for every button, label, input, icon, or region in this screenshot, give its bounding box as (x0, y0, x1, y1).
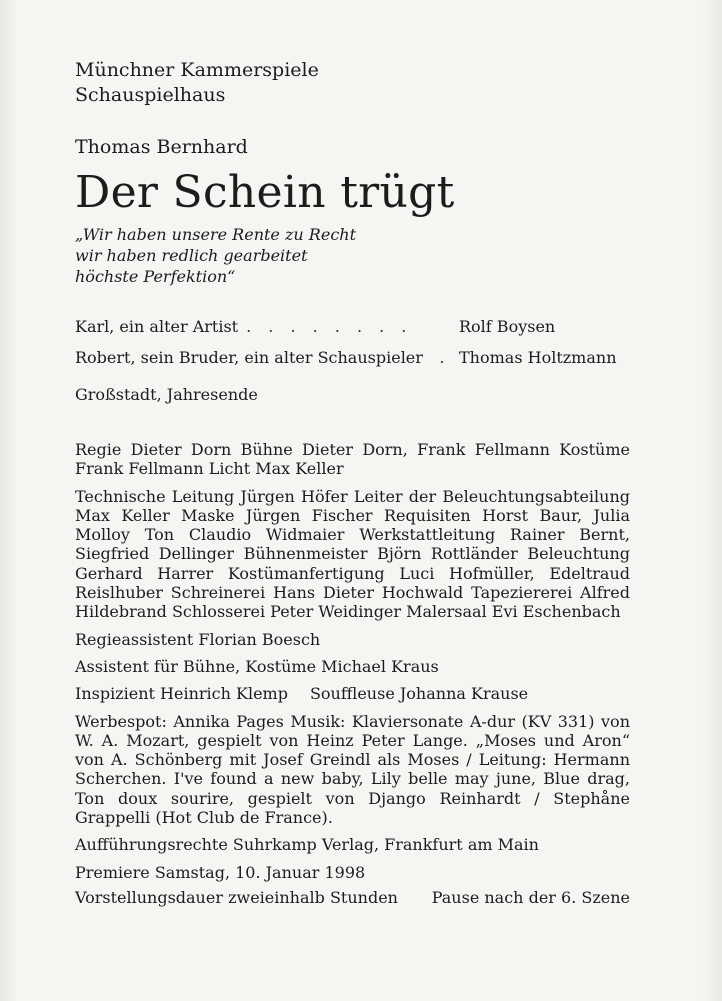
credits-intermission: Pause nach der 6. Szene (431, 887, 630, 907)
cast-list (75, 317, 630, 379)
credits-production: Regie Dieter Dorn Bühne Dieter Dorn, Frank Fellmann Kostüme Frank Fellmann Licht Max Keller (75, 440, 630, 479)
epigraph-line: wir haben redlich gearbeitet (75, 246, 308, 265)
credits (75, 440, 630, 907)
credits-technical: Technische Leitung Jürgen Höfer Leiter der Beleuchtungsabteilung Max Keller Maske Jürgen Fischer Requisiten Horst Baur, Julia Molloy Ton Claudio Widmaier Werkstattleitung Rainer Bernt, Siegfried Dellinger Bühnenmeister Björn Rottländer Beleuchtung Gerhard Harrer Kostümanfertigung Luci Hofmüller, Edeltraud Reislhuber Schreinerei Hans Dieter Hochwald Tapeziererei Alfred Hildebrand Schlosserei Peter Weidinger Malersaal Evi Eschenbach (75, 486, 630, 622)
venue-name: Münchner Kammerspiele (75, 59, 319, 81)
credits-stage-manager: Inspizient Heinrich Klemp (75, 684, 288, 704)
credits-stage-team (75, 684, 630, 703)
cast-row (75, 348, 630, 379)
cast-actor: Rolf Boysen (459, 317, 556, 336)
venue-house: Schauspielhaus (75, 84, 226, 106)
cast-leader-dots: . (439, 348, 451, 367)
setting: Großstadt, Jahresende (75, 385, 258, 404)
cast-leader-dots: . . . . . . . . (246, 317, 413, 336)
credits-assistant-stage: Assistent für Bühne, Kostüme Michael Kraus (75, 656, 439, 676)
epigraph-line: „Wir haben unsere Rente zu Recht (75, 225, 357, 244)
credits-assistant-director: Regieassistent Florian Boesch (75, 629, 321, 649)
cast-role: Karl, ein alter Artist (75, 317, 239, 336)
cast-actor: Thomas Holtzmann (459, 348, 617, 367)
credits-duration-row (75, 888, 630, 907)
epigraph-line: höchste Perfektion“ (75, 267, 236, 286)
cast-role: Robert, sein Bruder, ein alter Schauspieler (75, 348, 423, 367)
program-content (75, 58, 630, 915)
author: Thomas Bernhard (75, 136, 248, 158)
play-title: Der Schein trügt (75, 167, 455, 218)
credits-premiere: Premiere Samstag, 10. Januar 1998 (75, 862, 366, 882)
credits-rights: Aufführungsrechte Suhrkamp Verlag, Frankfurt am Main (75, 835, 539, 855)
credits-music: Werbespot: Annika Pages Musik: Klaviersonate A-dur (KV 331) von W. A. Mozart, gespielt von Heinz Peter Lange. „Moses und Aron“ von A. Schönberg mit Josef Greindl als Moses / Leitung: Hermann Scherchen. I've found a new baby, Lily belle may june, Blue drag, Ton doux sourire, gespielt von Django Reinhardt / Stephåne Grappelli (Hot Club de France). (75, 711, 630, 828)
epigraph (75, 224, 630, 287)
credits-duration: Vorstellungsdauer zweieinhalb Stunden (75, 887, 398, 907)
credits-prompter: Souffleuse Johanna Krause (309, 684, 529, 704)
cast-row (75, 317, 630, 348)
venue (75, 58, 630, 108)
